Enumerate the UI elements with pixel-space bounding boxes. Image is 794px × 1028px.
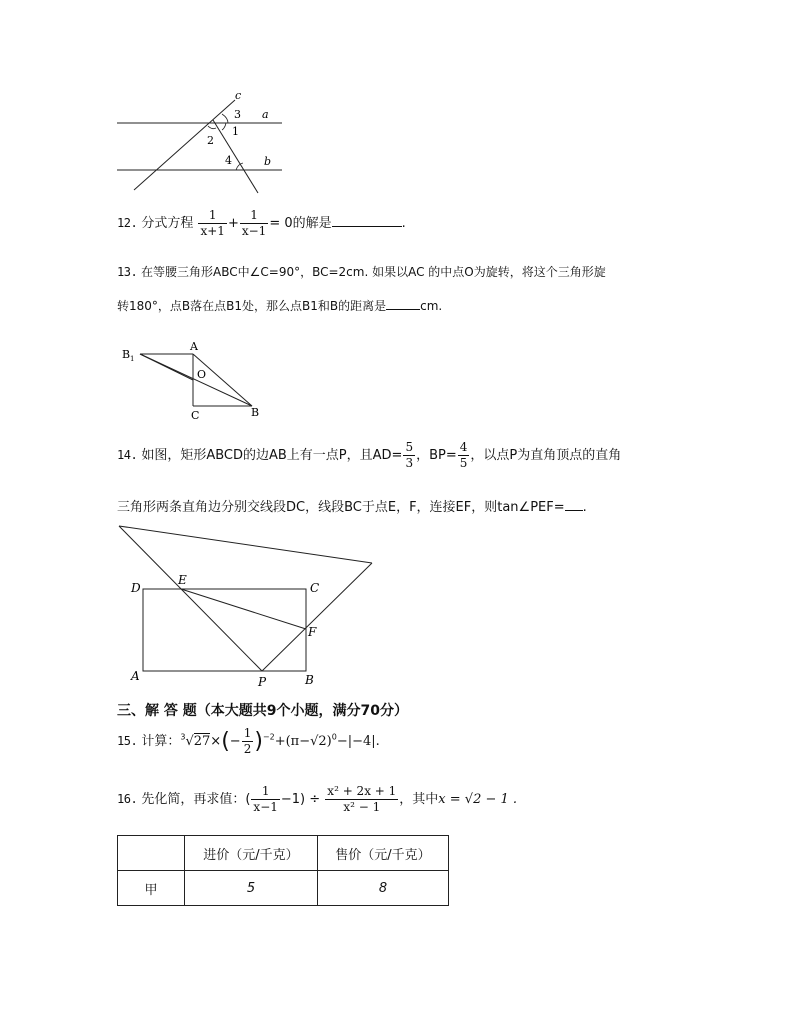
q14-bp-fraction [458,440,470,471]
label-D: D [131,581,141,595]
q13-line1: 在等腰三角形ABC中∠C=90°，BC=2cm. 如果以AC 的中点O为旋转，将这个三角形旋 [141,265,606,279]
angle-arc-2 [208,126,216,129]
label-F: F [308,625,317,639]
q13-line2-b: cm. [420,299,443,313]
question-15 [117,726,380,757]
q16-f1-den: x−1 [253,800,278,814]
q14-bp-num: 4 [459,440,468,454]
label-b1: B [122,348,131,361]
q16-fraction-1 [251,784,279,815]
q14-line2-end: . [582,500,587,515]
q15-radicand: 27 [193,734,211,749]
label-b1-sub: 1 [130,355,135,363]
label-A: A [190,340,198,353]
label-B: B [251,406,260,419]
transversal-c [134,100,235,190]
q15-label: 计算： [141,734,181,749]
angle-2-label: 2 [207,134,214,147]
q16-fraction-2 [325,784,398,815]
angle-1-label: 1 [232,125,239,138]
table-cell: 8 [318,871,449,906]
q14-bp-den: 5 [459,456,468,470]
q15-cube-index: 3 [180,732,186,742]
angle-arc-1 [222,123,226,130]
question-13 [117,263,606,280]
q12-suffix: 的解是 [292,216,332,231]
q12-f2-den: x−1 [241,224,267,238]
label-C: C [191,409,200,422]
q15-minus: − [229,734,241,749]
label-b: b [264,155,272,168]
label-A: A [131,669,140,683]
label-C: C [310,581,320,595]
table-row [118,871,449,906]
q16-x-value: x = √2 − 1 . [438,792,518,807]
q14-number: 14. [117,448,138,462]
q15-pi-part: +(π−√2) [274,734,332,749]
angle-4-label: 4 [225,154,232,167]
q15-fraction [242,726,254,757]
label-O: O [197,368,207,381]
q12-f2-num: 1 [240,208,268,224]
q16-tail: ，其中 [399,792,439,807]
q12-equals: = 0 [269,216,293,231]
question-14-line2 [117,496,587,515]
question-16 [117,784,517,815]
label-c: c [235,89,242,102]
rectangle-triangle-figure [110,520,390,690]
q15-abs-part: −|−4|. [336,734,380,749]
label-a: a [262,108,269,121]
table-header-cell: 进价（元/千克） [185,836,318,871]
q15-times: × [210,734,222,749]
table-header-cell: 售价（元/千克） [318,836,449,871]
q12-number: 12. [117,216,138,230]
q14-part-a: 如图，矩形ABCD的边AB上有一点P，且AD= [141,448,403,463]
q15-radical: √27 [185,734,211,749]
q14-line2: 三角形两条直角边分别交线段DC，线段BC于点E，F，连接EF，则tan∠PEF= [117,500,565,515]
q12-plus: + [227,216,239,231]
q14-ad-den: 3 [405,456,414,470]
table-cell: 甲 [118,871,185,906]
question-12 [117,208,406,239]
q12-end: . [401,216,406,231]
q12-f1-den: x+1 [200,224,225,238]
q16-open-paren: ( [245,792,251,807]
q12-fraction-1 [198,208,226,239]
q14-answer-blank [565,510,583,511]
q15-paren-group: ( [221,729,230,754]
question-13-line2 [117,297,442,314]
segment-b1-c [140,354,193,380]
q14-ad-num: 5 [405,440,414,454]
q12-fraction-2 [240,208,268,239]
q13-answer-blank [386,309,420,310]
q16-minus1: −1) ÷ [280,792,321,807]
q12-f1-num: 1 [198,208,226,224]
q14-part-b: ，BP= [416,448,457,463]
table-header-row [118,836,449,871]
table-header-cell [118,836,185,871]
q15-frac-num: 1 [243,726,252,740]
q15-frac-den: 2 [243,742,252,756]
question-14 [117,440,621,471]
q15-exponent: −2 [262,732,275,742]
q12-prefix: 分式方程 [141,216,194,231]
label-B: B [305,673,314,687]
q15-paren-close: ) [254,729,263,754]
q12-answer-blank [332,226,402,227]
q16-f1-num: 1 [251,784,279,800]
q16-label: 先化简，再求值： [141,792,246,807]
q15-number: 15. [117,734,138,748]
big-triangle-left [119,526,262,671]
q16-f2-den: x² − 1 [343,800,381,814]
angle-arc-3 [222,114,228,123]
rectangle-abcd [143,589,306,671]
segment-ef [181,589,306,629]
label-P: P [258,675,267,689]
q14-part-c: ，以点P为直角顶点的直角 [470,448,622,463]
q16-f2-num: x² + 2x + 1 [327,784,397,798]
q15-exp0: 0 [331,732,337,742]
section-3-heading: 三、解 答 题（本大题共9个小题，满分70分） [117,703,408,719]
q14-ad-fraction [403,440,415,471]
q13-number: 13. [117,265,138,279]
q16-number: 16. [117,792,138,806]
price-table [117,835,449,906]
parallel-lines-figure [110,88,300,198]
big-triangle-top [119,526,372,563]
label-E: E [178,573,187,587]
big-triangle-right [262,563,372,671]
angle-3-label: 3 [234,108,241,121]
q13-line2-a: 转180°，点B落在点B1处，那么点B1和B的距离是 [117,299,387,313]
table-cell: 5 [185,871,318,906]
triangle-rotation-figure [118,340,268,422]
